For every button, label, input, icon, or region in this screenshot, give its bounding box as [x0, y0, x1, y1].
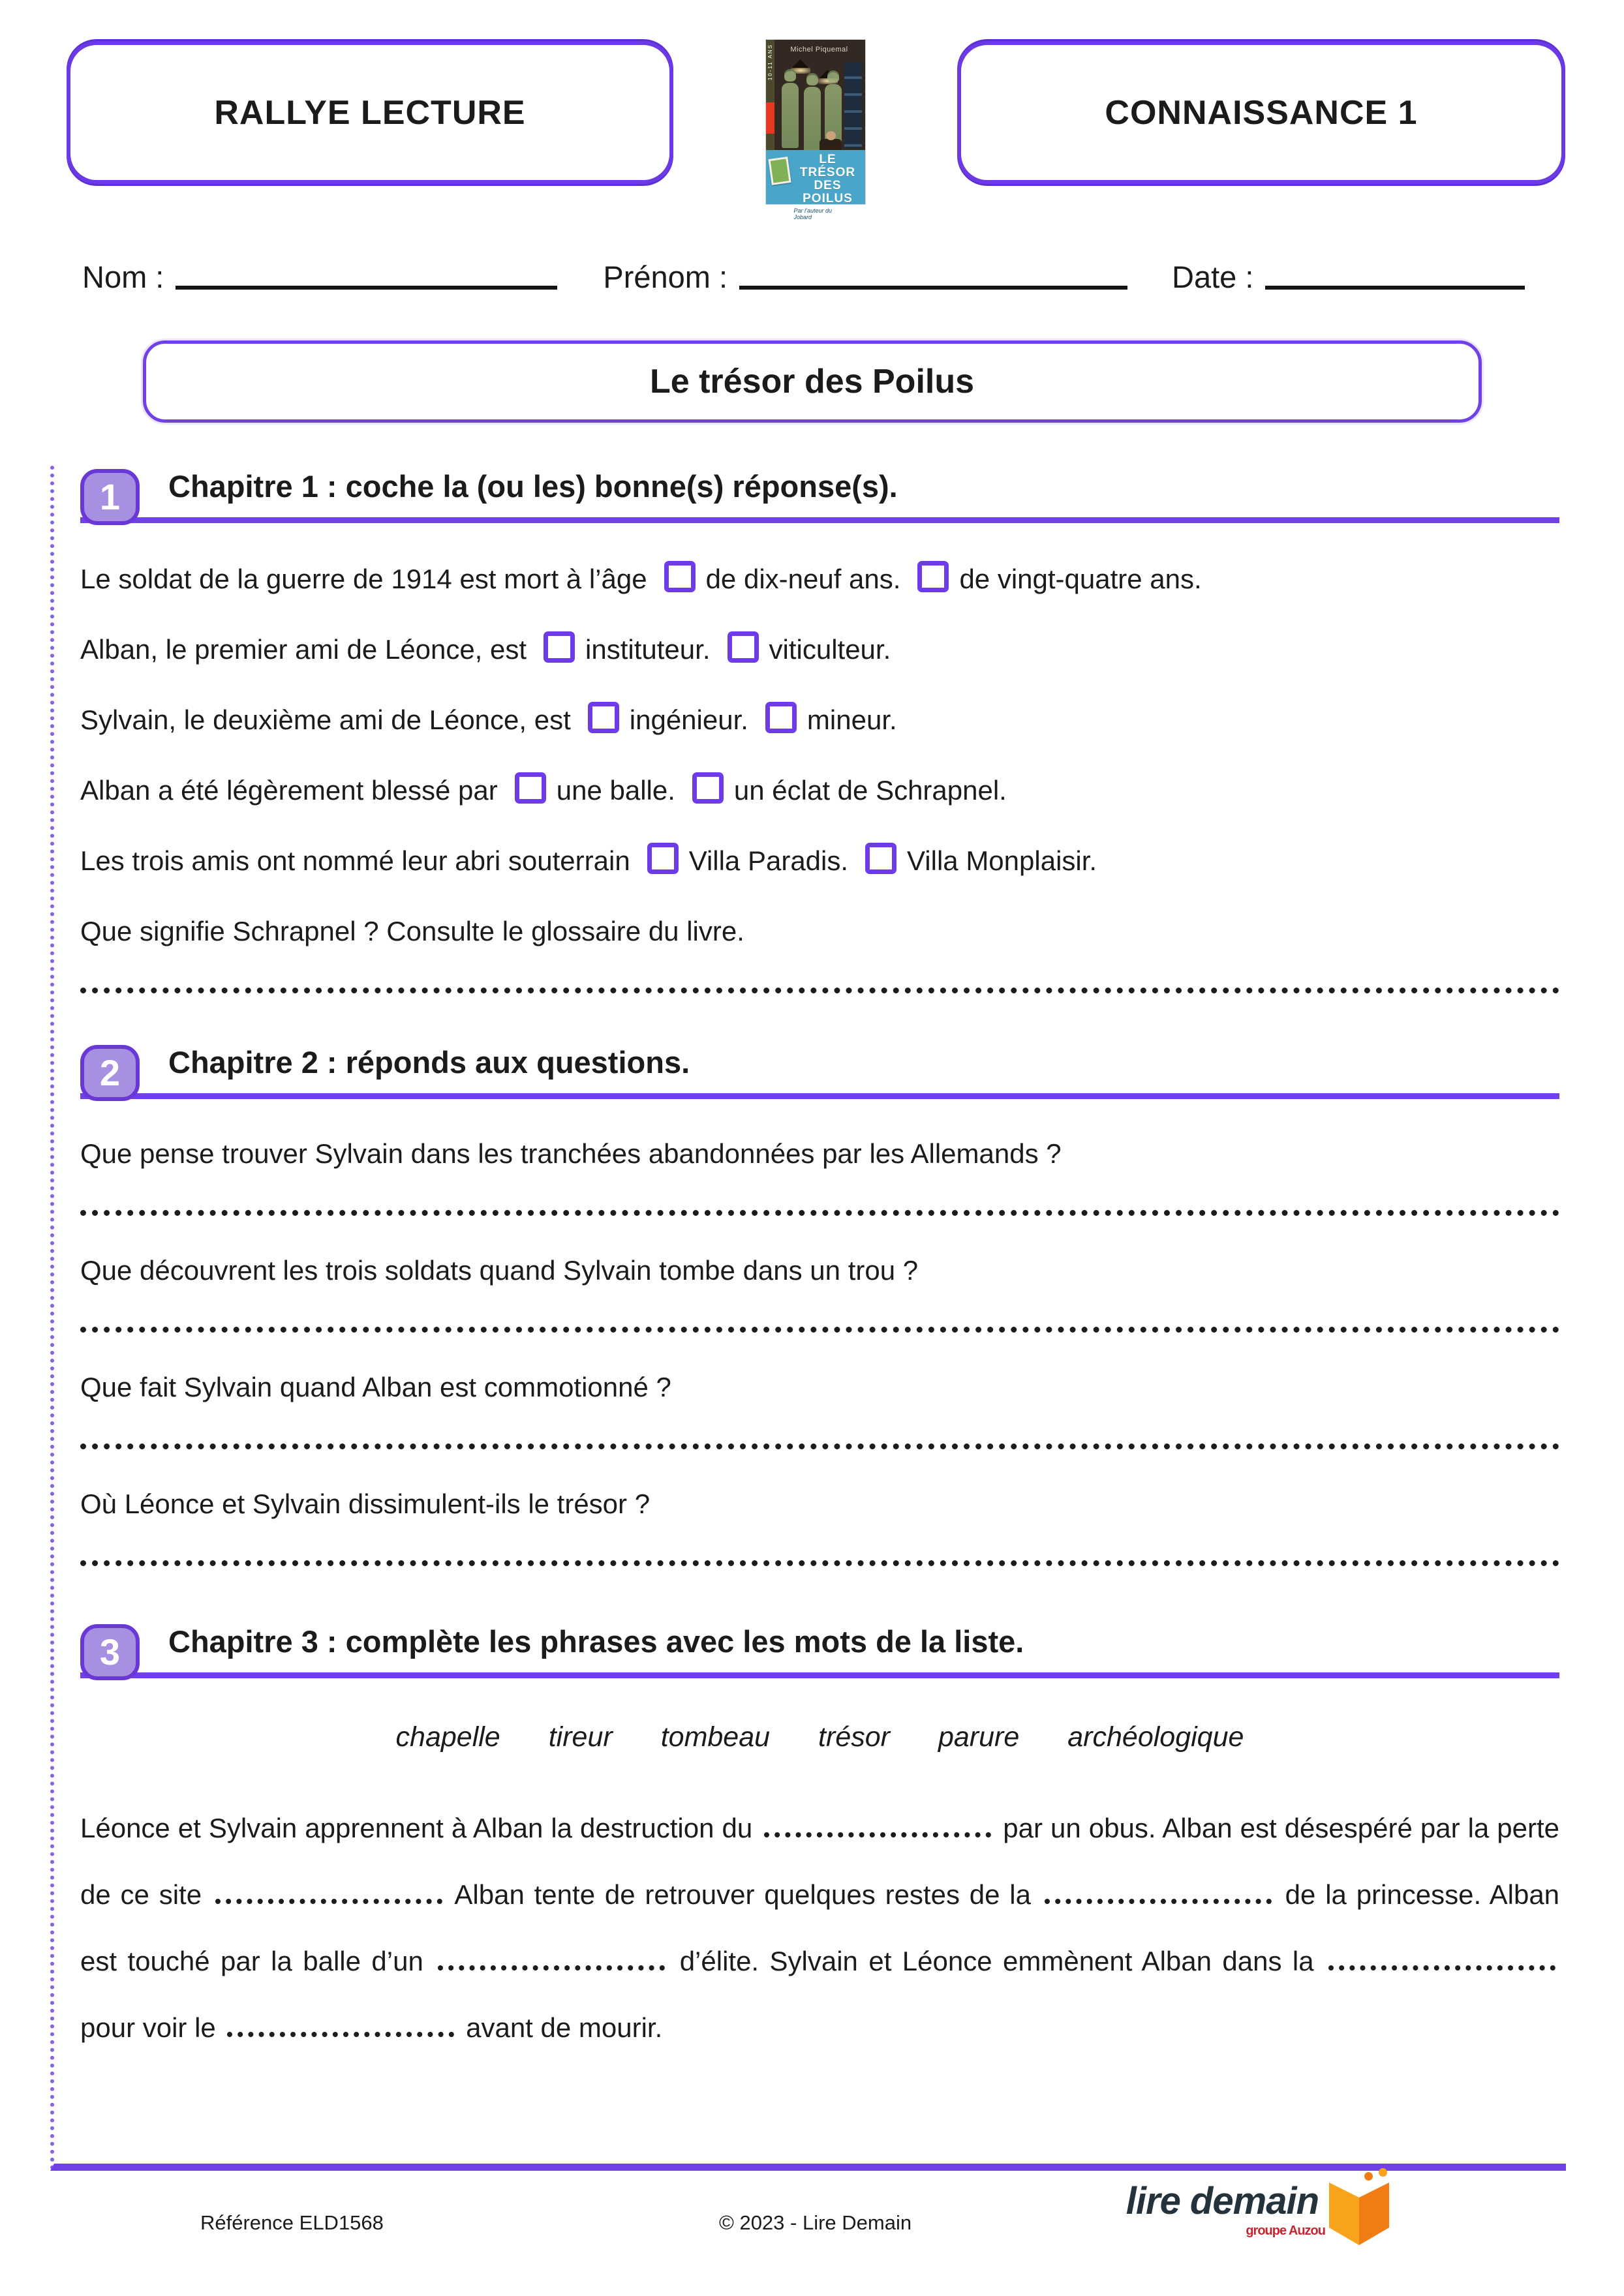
choice-option: viticulteur. [769, 634, 891, 665]
blank-field[interactable] [438, 1943, 665, 1971]
open-book-icon [1328, 2173, 1396, 2246]
paragraph-segment: par un obus. Alban est désespéré par la perte de ce site [80, 1813, 1560, 1910]
age-band-strip [766, 40, 774, 156]
blank-field[interactable] [1045, 1877, 1272, 1904]
date-write-line[interactable] [1265, 286, 1525, 290]
ghost-soldier-figure [782, 83, 799, 148]
choice-line-text: Le soldat de la guerre de 1914 est mort à l’âge [80, 564, 647, 594]
section2-number-badge: 2 [80, 1045, 140, 1101]
choice-option: Villa Paradis. [688, 845, 849, 876]
blank-field[interactable] [764, 1810, 991, 1837]
nom-write-line[interactable] [176, 286, 557, 290]
section1-number-badge: 1 [80, 469, 140, 525]
checkbox[interactable] [917, 561, 949, 592]
mini-book-thumbnail [768, 157, 791, 185]
choice-line [80, 843, 1559, 877]
choice-line-text: Alban a été légèrement blessé par [80, 775, 498, 806]
word-list-item: archéologique [1067, 1721, 1244, 1753]
paragraph-segment: Léonce et Sylvain apprennent à Alban la destruction du [80, 1813, 753, 1843]
section2-title: Chapitre 2 : réponds aux questions. [168, 1045, 690, 1080]
book-cover [766, 40, 865, 220]
section3-title: Chapitre 3 : complète les phrases avec les mots de la liste. [168, 1624, 1024, 1659]
choice-option: instituteur. [585, 634, 711, 665]
question-text: Que découvrent les trois soldats quand Sylvain tombe dans un trou ? [80, 1255, 919, 1286]
paragraph-segment: de la princesse. Alban est touché par la balle d’un [80, 1879, 1560, 1976]
paragraph-segment: d’élite. Sylvain et Léonce emmènent Alban dans la [679, 1946, 1314, 1976]
publisher-label: milan [846, 207, 862, 215]
section1-header [80, 468, 1559, 523]
word-list [80, 1721, 1559, 1753]
page-header [0, 0, 1624, 220]
ghost-soldier-figure [804, 87, 821, 152]
checkbox[interactable] [544, 631, 575, 663]
checkbox[interactable] [664, 561, 696, 592]
answer-line[interactable] [80, 988, 1559, 993]
worksheet-title: Le trésor des Poilus [143, 340, 1482, 423]
checkbox[interactable] [728, 631, 759, 663]
choice-option: un éclat de Schrapnel. [733, 775, 1007, 806]
choice-line [80, 772, 1559, 806]
fill-in-paragraph [80, 1795, 1559, 2061]
book-tagline: Par l’auteur du Jobard [793, 207, 833, 220]
choice-option: Villa Monplaisir. [907, 845, 1097, 876]
book-title-line1: LE TRÉSOR [799, 153, 856, 179]
page-footer [67, 2171, 1565, 2282]
book-title-line2: DES POILUS [803, 179, 853, 205]
choice-line-text: Alban, le premier ami de Léonce, est [80, 634, 527, 665]
section2-header [80, 1044, 1559, 1099]
checkbox[interactable] [765, 702, 797, 733]
paragraph-segment: Alban tente de retrouver quelques restes de la [454, 1879, 1031, 1910]
age-band-label: 10-11 ANS [767, 44, 773, 81]
paragraph-segment: pour voir le [80, 2012, 216, 2043]
choice-line [80, 561, 1559, 595]
choice-option: de vingt-quatre ans. [959, 564, 1202, 594]
choice-line-text: Sylvain, le deuxième ami de Léonce, est [80, 704, 571, 735]
connaissance-box: CONNAISSANCE 1 [957, 41, 1565, 184]
question-text: Où Léonce et Sylvain dissimulent-ils le trésor ? [80, 1488, 651, 1519]
section1-title: Chapitre 1 : coche la (ou les) bonne(s) réponse(s). [168, 469, 898, 504]
word-list-item: tombeau [660, 1721, 771, 1753]
rallye-lecture-box: RALLYE LECTURE [67, 41, 673, 184]
checkbox[interactable] [588, 702, 619, 733]
glossary-question: Que signifie Schrapnel ? Consulte le glossaire du livre. [80, 916, 744, 946]
worksheet-body [50, 466, 1566, 2171]
book-cover-title-band [766, 150, 865, 220]
reference-label: Référence ELD1568 [200, 2211, 384, 2234]
lire-demain-logo [1126, 2180, 1396, 2246]
blank-field[interactable] [1328, 1943, 1555, 1971]
choice-option: ingénieur. [629, 704, 748, 735]
publisher-spine-tag [766, 102, 774, 134]
answer-line[interactable] [80, 1443, 1559, 1449]
word-list-item: chapelle [395, 1721, 500, 1753]
book-author: Michel Piquemal [790, 46, 848, 53]
word-list-item: trésor [818, 1721, 890, 1753]
blank-field[interactable] [215, 1877, 442, 1904]
checkbox[interactable] [647, 843, 679, 874]
word-list-item: parure [938, 1721, 1020, 1753]
question-text: Que fait Sylvain quand Alban est commotionné ? [80, 1372, 671, 1402]
logo-group-label: groupe Auzou [1246, 2224, 1325, 2238]
lamp-icon [792, 59, 809, 68]
answer-line[interactable] [80, 1560, 1559, 1566]
checkbox[interactable] [692, 772, 724, 804]
blank-field[interactable] [227, 2010, 454, 2037]
identity-row [82, 259, 1561, 295]
nom-label: Nom : [82, 260, 164, 294]
answer-line[interactable] [80, 1327, 1559, 1333]
answer-line[interactable] [80, 1210, 1559, 1216]
word-list-item: tireur [548, 1721, 613, 1753]
choice-option: mineur. [806, 704, 897, 735]
choice-line [80, 631, 1559, 665]
prenom-write-line[interactable] [739, 286, 1127, 290]
section3-number-badge: 3 [80, 1624, 140, 1680]
logo-text: lire demain [1126, 2180, 1319, 2222]
date-label: Date : [1172, 260, 1254, 294]
bookshelf-art [844, 62, 862, 148]
section3-header [80, 1624, 1559, 1678]
prenom-label: Prénom : [603, 260, 728, 294]
paragraph-segment: avant de mourir. [466, 2012, 663, 2043]
question-text: Que pense trouver Sylvain dans les tranchées abandonnées par les Allemands ? [80, 1138, 1062, 1169]
choice-line-text: Les trois amis ont nommé leur abri souterrain [80, 845, 630, 876]
choice-option: une balle. [556, 775, 675, 806]
checkbox[interactable] [865, 843, 896, 874]
logo-wordmark [1126, 2180, 1325, 2238]
copyright-label: © 2023 - Lire Demain [719, 2211, 912, 2234]
choice-option: de dix-neuf ans. [705, 564, 901, 594]
choice-line [80, 702, 1559, 736]
checkbox[interactable] [515, 772, 546, 804]
